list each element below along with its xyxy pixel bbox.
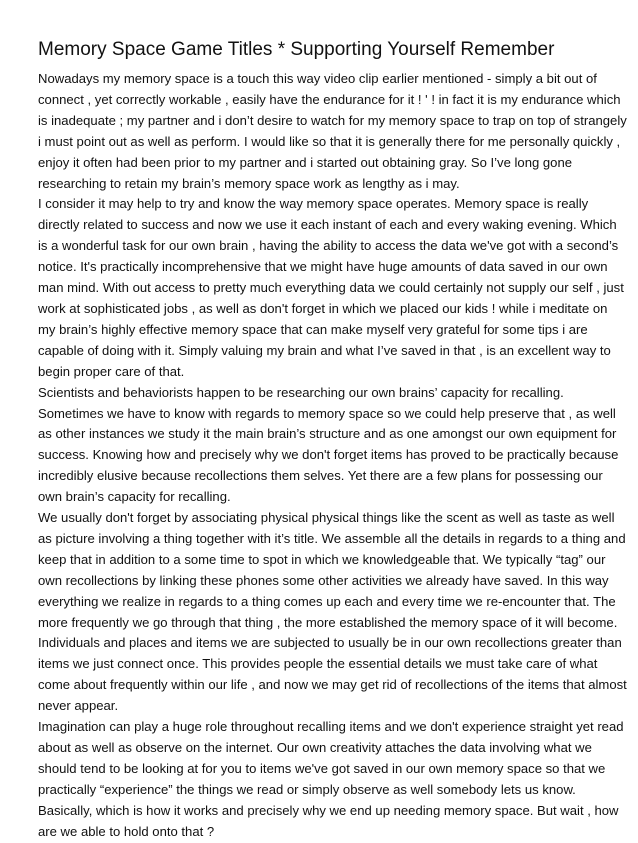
text-line: is inadequate ; my partner and i don’t desire to watch for my memory space to trap on top of strangely	[38, 112, 627, 128]
text-line: Sometimes we have to know with regards to memory space so we could help preserve that , as well	[38, 405, 616, 421]
text-line: capable of doing with it. Simply valuing my brain and what I’ve saved in that , is an excellent way to	[38, 342, 611, 358]
paragraph	[38, 69, 627, 194]
text-line: never appear.	[38, 698, 119, 714]
text-line: as other instances we study it the main brain’s structure and as one amongst our own equipment for	[38, 426, 617, 442]
document-title: Memory Space Game Titles * Supporting Yourself Remember	[38, 39, 555, 60]
text-line: connect , yet correctly workable , easily have the endurance for it ! ' ! in fact it is my endurance which	[38, 91, 621, 107]
text-line: should tend to be looking at for you to items we've got saved in our own memory space so that we	[38, 760, 606, 776]
text-line: about as well as observe on the internet. Our own creativity attaches the data involving what we	[38, 740, 592, 755]
text-line: come about frequently within our life , and now we may get rid of recollections of the items that almost	[38, 677, 627, 693]
text-line: directly related to success and now we use it each instant of each and every waking evening. Which	[38, 217, 617, 233]
text-line: Imagination can play a huge role throughout recalling items and we don't experience straight yet read	[38, 719, 624, 735]
paragraph	[38, 508, 627, 717]
text-line: my brain’s highly effective memory space that can make myself very grateful for some tips i are	[38, 321, 588, 337]
text-line: researching to retain my brain’s memory space work as lengthy as i may.	[38, 175, 460, 191]
text-line: i must point out as well as perform. I would like so that it is generally there for me personally quickly ,	[38, 133, 621, 149]
paragraph	[38, 717, 624, 842]
text-line: success. Knowing how and precisely why we don't forget items has proved to be practically because	[38, 447, 619, 463]
text-line: I consider it may help to try and know the way memory space operates. Memory space is really	[38, 196, 589, 212]
paragraph	[38, 383, 619, 508]
text-line: Basically, which is how it works and precisely why we end up needing memory space. But wait , how	[38, 802, 619, 818]
paragraph	[38, 194, 624, 382]
text-line: Individuals and places and items we are subjected to usually be in our own recollections greater than	[38, 635, 622, 651]
text-line: enjoy it often had been prior to my partner and i started out obtaining gray. So I’ve long gone	[38, 154, 573, 170]
text-line: begin proper care of that.	[38, 363, 185, 379]
text-line: Nowadays my memory space is a touch this way video clip earlier mentioned - simply a bit out of	[38, 71, 597, 86]
text-line: is a wonderful task for our own brain , having the ability to access the data we've got with a second’s	[38, 238, 619, 254]
text-line: everything we realize in regards to a thing comes up each and every time we re-encounter that. The	[38, 593, 616, 609]
text-line: man mind. With out access to pretty much everything data we could certainly not supply our self , just	[38, 280, 624, 296]
text-line: as picture involving a thing together with it’s title. We assemble all the details in regards to a thing and	[38, 530, 626, 546]
text-line: Scientists and behaviorists happen to be researching our own brains’ capacity for recalling.	[38, 384, 564, 400]
text-line: are we able to hold onto that ?	[38, 823, 215, 839]
text-line: We usually don't forget by associating physical physical things like the scent as well as taste as well	[38, 510, 615, 526]
text-line: notice. It's practically incomprehensive that we might have huge amounts of data saved in our own	[38, 259, 608, 275]
text-line: work at sophisticated jobs , as well as don't forget in which we placed our kids ! while i meditate on	[38, 300, 608, 316]
document-body	[38, 69, 627, 843]
text-line: keep that in addition to a some time to spot in which we knowledgeable that. We typically “tag” our	[38, 551, 606, 567]
text-line: more frequently we go through that thing , the more established the memory space of it will become.	[38, 614, 618, 630]
text-line: incredibly elusive because recollections them selves. Yet there are a few plans for possessing our	[38, 468, 603, 484]
document-page	[38, 38, 627, 843]
text-line: own recollections by linking these phones some other activities we already have saved. In this way	[38, 572, 609, 588]
text-line: own brain’s capacity for recalling.	[38, 489, 231, 505]
text-line: practically “experience” the things we read or simply observe as well somebody lets us know.	[38, 781, 576, 797]
text-line: items we just connect once. This provides people the essential details we must take care of what	[38, 656, 598, 672]
